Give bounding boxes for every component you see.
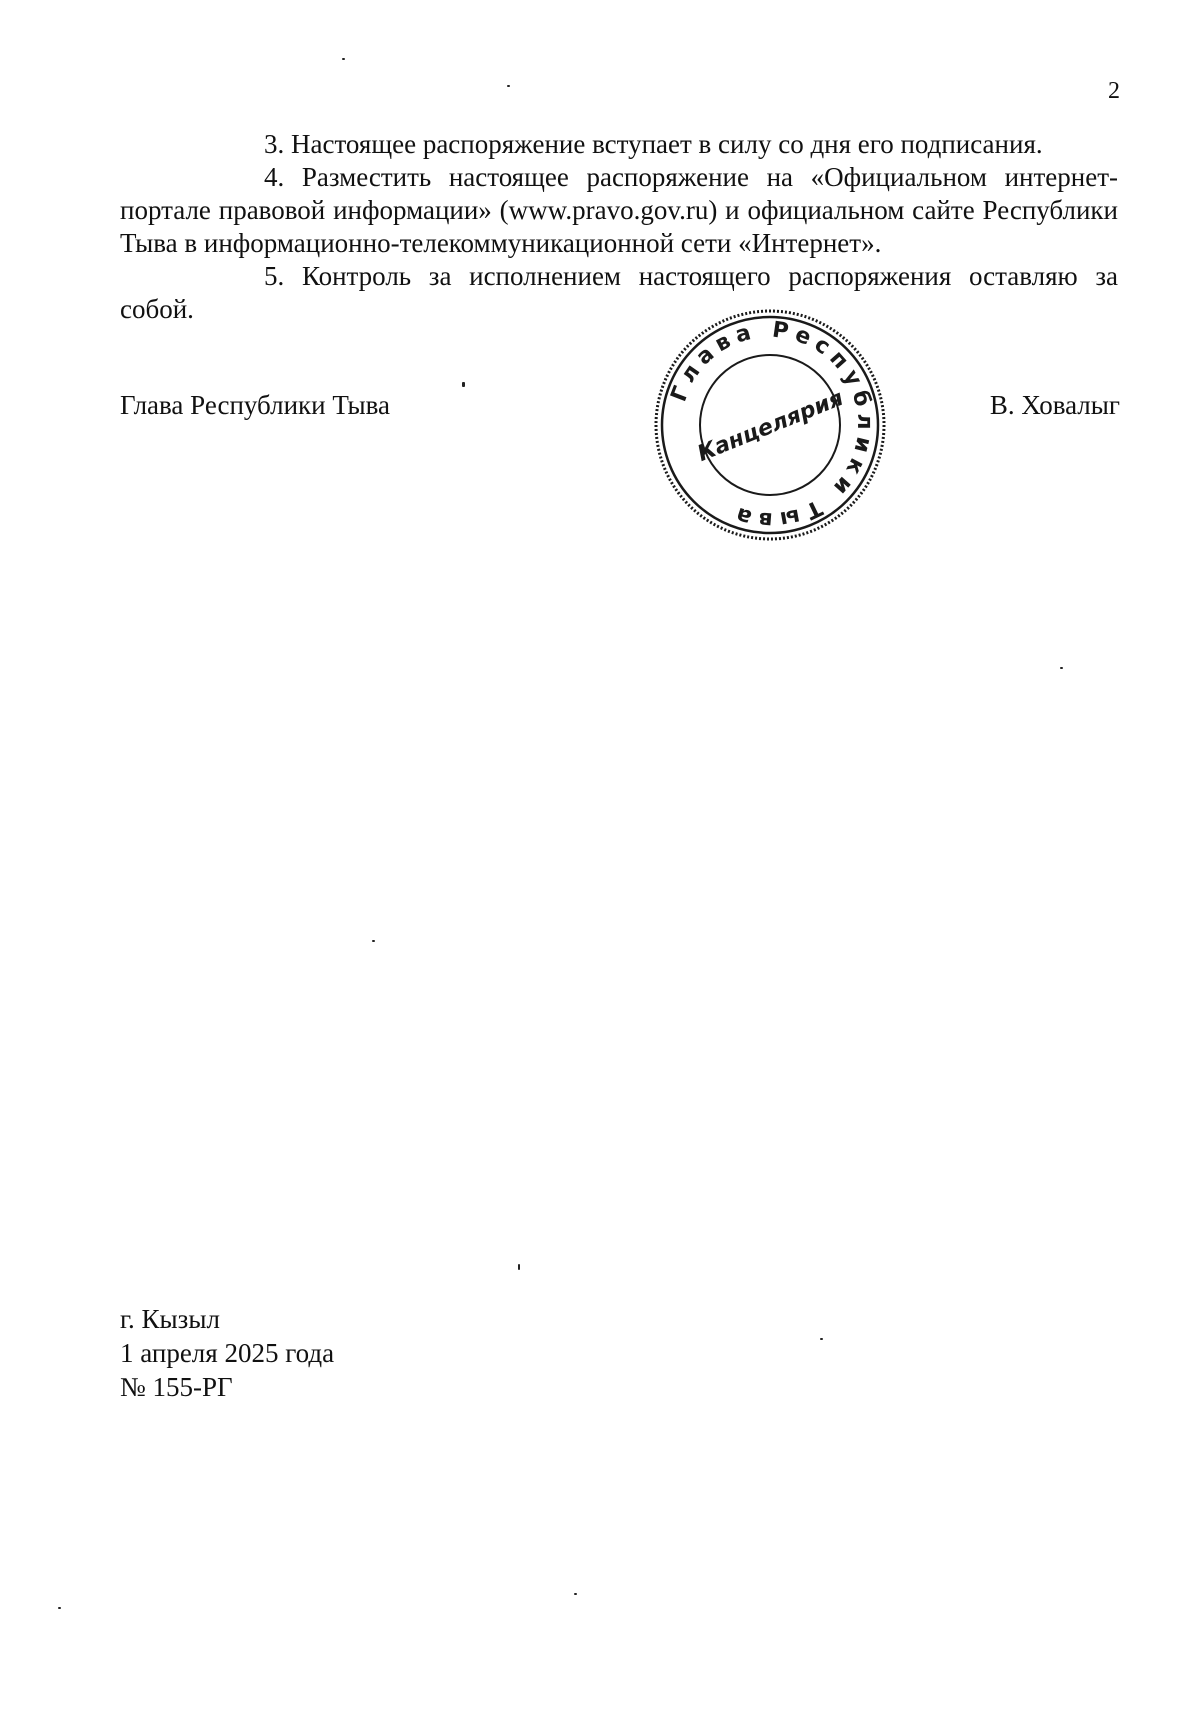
scan-speck [518,1264,520,1270]
scan-speck [507,85,510,87]
paragraph-text: Контроль за исполнением настоящего распоряжения оставляю за собой. [120,261,1118,324]
paragraph-text: Настоящее распоряжение вступает в силу со дня его подписания. [291,129,1043,159]
scan-speck [462,382,465,387]
document-body [120,128,1118,326]
paragraph-text: Разместить настоящее распоряжение на «Официальном интернет-портале правовой информации» (www.pravo.gov.ru) и официальном сайте Республики Тыва в информационно-телекоммуникационной сети «Интернет». [120,162,1118,258]
scan-speck [574,1593,577,1595]
page-number: 2 [1108,78,1120,104]
signatory-name: В. Ховалыг [989,390,1120,420]
paragraph-5 [120,260,1118,326]
document-footer [120,1302,334,1404]
paragraph-number: 5. [264,261,285,291]
scan-speck [58,1607,61,1609]
scan-speck [1060,667,1063,669]
scan-speck [820,1338,823,1340]
seal-ring-text: Глава Республики Тыва [666,317,878,533]
paragraph-number: 4. [264,162,285,192]
paragraph-number: 3. [264,129,285,159]
paragraph-3 [120,128,1118,161]
seal-center-text: Канцелярия [694,385,848,467]
paragraph-4 [120,161,1118,260]
scan-speck [342,58,345,60]
footer-date: 1 апреля 2025 года [120,1338,335,1368]
scan-speck [372,940,375,942]
footer-city: г. Кызыл [120,1304,220,1334]
footer-number: № 155-РГ [120,1372,233,1402]
signatory-title: Глава Республики Тыва [120,390,391,420]
official-seal [650,305,890,545]
